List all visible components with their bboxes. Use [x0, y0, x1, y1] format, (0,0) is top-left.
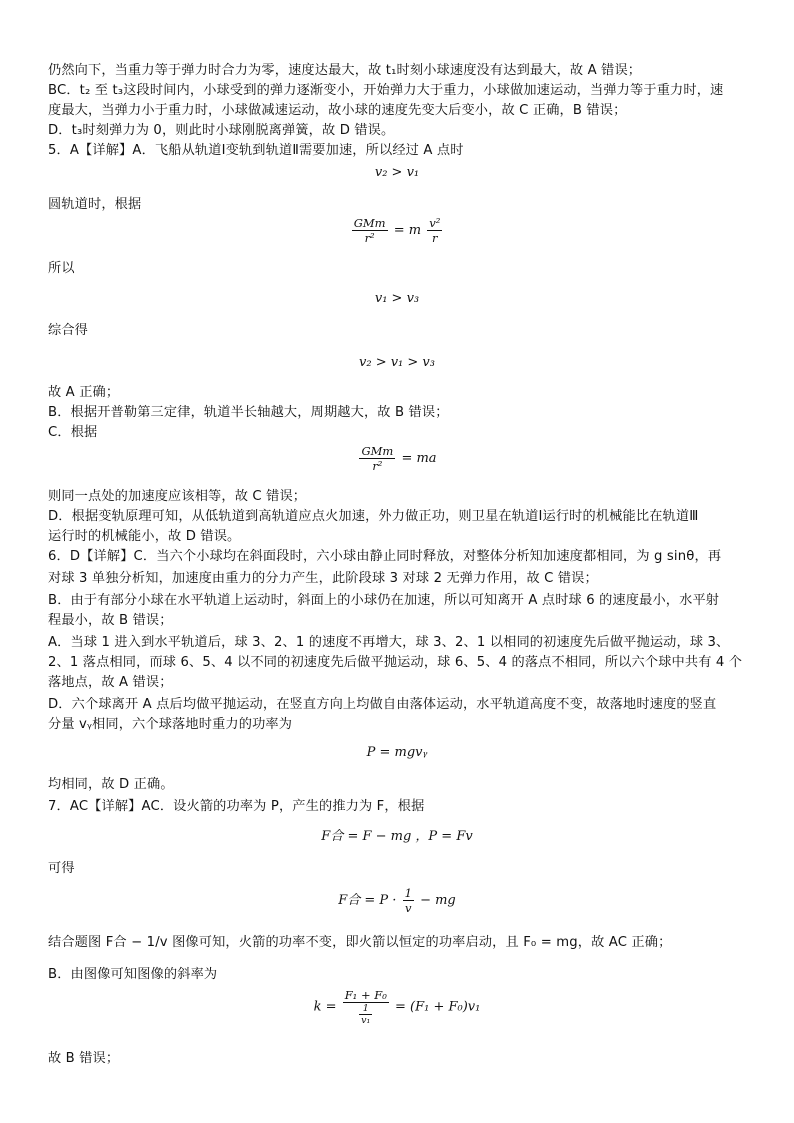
text-line: 运行时的机械能小，故 D 错误。: [48, 529, 241, 544]
equation-v1-gt-v3: v₁ > v₃: [374, 291, 420, 306]
text-line: 2、1 落点相同，而球 6、5、4 以不同的初速度先后做平抛运动，球 6、5、4 的落点不相同，所以六个球中共有 4 个: [48, 655, 743, 670]
equation-left-side: k =: [313, 999, 337, 1015]
text-line: 综合得: [48, 323, 89, 338]
equation-left-side: F合 = P ·: [338, 893, 397, 908]
text-line: 5．A【详解】A．飞船从轨道Ⅰ变轨到轨道Ⅱ需要加速，所以经过 A 点时: [48, 143, 464, 158]
text-line: 仍然向下，当重力等于弹力时合力为零，速度达最大，故 t₁时刻小球速度没有达到最大，故 A 错误；: [48, 63, 642, 78]
text-line: 均相同，故 D 正确。: [48, 777, 174, 792]
equation-gravity-acceleration: [0, 444, 794, 473]
equation-slope: [0, 988, 794, 1026]
text-line: D．t₃时刻弹力为 0，则此时小球刚脱离弹簧，故 D 错误。: [48, 123, 395, 138]
text-line: 度最大，当弹力小于重力时，小球做减速运动，故小球的速度先变大后变小，故 C 正确，B 错误；: [48, 103, 627, 118]
equation-right-side: = (F₁ + F₀)v₁: [394, 999, 481, 1015]
fraction-denominator: r²: [372, 459, 383, 473]
fraction-numerator: F₁ + F₀: [344, 988, 387, 1002]
equation-v2-gt-v1: v₂ > v₁: [374, 165, 420, 180]
fraction-numerator: 1: [359, 1003, 372, 1015]
equation-power: P = mgvᵧ: [366, 745, 428, 760]
fraction-denominator: r²: [364, 231, 375, 245]
equation-operator: = m: [393, 223, 422, 238]
equation-right-side: − mg: [420, 893, 456, 908]
fraction-numerator: v²: [429, 216, 441, 230]
equation-v2-v1-v3: v₂ > v₁ > v₃: [359, 355, 435, 370]
text-line: 分量 vᵧ相同，六个球落地时重力的功率为: [48, 717, 293, 732]
text-line: BC．t₂ 至 t₃这段时间内，小球受到的弹力逐渐变小，开始弹力大于重力，小球做加速运动，当弹力等于重力时，速: [48, 83, 724, 98]
equation-right-side: = ma: [401, 451, 437, 466]
text-line: C．根据: [48, 425, 98, 440]
text-line: 则同一点处的加速度应该相等，故 C 错误；: [48, 489, 307, 504]
text-line: 落地点，故 A 错误；: [48, 675, 173, 690]
fraction-denominator: v: [405, 901, 412, 915]
equation-net-force: F合 = F − mg ，P = Fv: [321, 829, 473, 844]
fraction-numerator: GMm: [361, 444, 394, 458]
text-line: B．根据开普勒第三定律，轨道半长轴越大，周期越大，故 B 错误；: [48, 405, 449, 420]
text-line: 故 B 错误；: [48, 1051, 120, 1066]
text-line: 7．AC【详解】AC．设火箭的功率为 P，产生的推力为 F，根据: [48, 799, 425, 814]
text-line: 程最小，故 B 错误；: [48, 613, 173, 628]
text-line: D．根据变轨原理可知，从低轨道到高轨道应点火加速，外力做正功，则卫星在轨道Ⅰ运行时的机械能比在轨道Ⅲ: [48, 509, 699, 524]
text-line: 所以: [48, 261, 75, 276]
text-line: 对球 3 单独分析知，加速度由重力的分力产生，此阶段球 3 对球 2 无弹力作用，故 C 错误；: [48, 571, 598, 586]
text-line: 可得: [48, 861, 75, 876]
text-line: B．由图像可知图像的斜率为: [48, 967, 218, 982]
text-line: 6．D【详解】C．当六个小球均在斜面段时，六小球由静止同时释放，对整体分析知加速度都相同，为 g sinθ，再: [48, 549, 722, 564]
fraction-denominator: [343, 1003, 389, 1026]
fraction-numerator: 1: [404, 886, 412, 900]
equation-gravity-circular: [0, 216, 794, 245]
fraction-denominator: r: [432, 231, 438, 245]
text-line: 圆轨道时，根据: [48, 197, 142, 212]
text-line: 结合题图 F合 − 1/v 图像可知，火箭的功率不变，即火箭以恒定的功率启动，且 F₀ = mg，故 AC 正确；: [48, 935, 672, 950]
text-line: 故 A 正确；: [48, 385, 120, 400]
text-line: B．由于有部分小球在水平轨道上运动时，斜面上的小球仍在加速，所以可知离开 A 点时球 6 的速度最小，水平射: [48, 593, 720, 608]
fraction-denominator: v₁: [361, 1015, 371, 1026]
equation-net-force-power: [0, 886, 794, 915]
text-line: A．当球 1 进入到水平轨道后，球 3、2、1 的速度不再增大，球 3、2、1 以相同的初速度先后做平抛运动，球 3、: [48, 635, 730, 650]
text-line: D．六个球离开 A 点后均做平抛运动，在竖直方向上均做自由落体运动，水平轨道高度不变，故落地时速度的竖直: [48, 697, 717, 712]
fraction-numerator: GMm: [353, 216, 386, 230]
